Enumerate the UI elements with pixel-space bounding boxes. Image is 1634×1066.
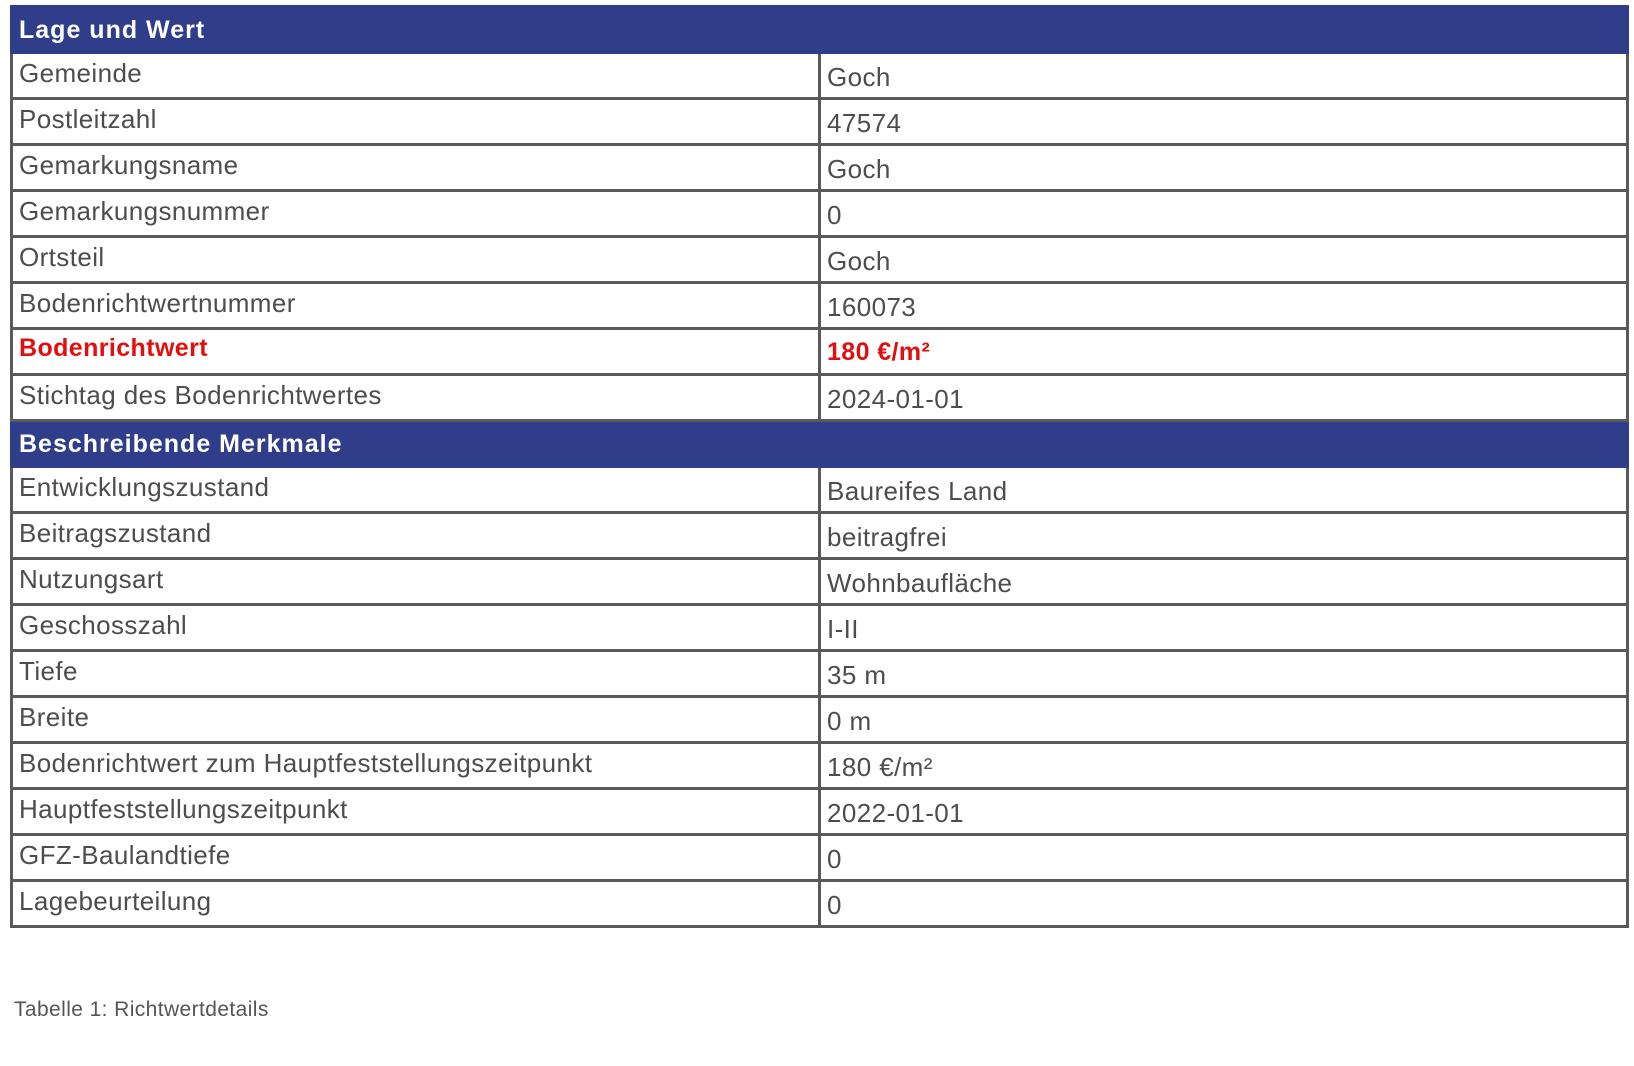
table-row-ortsteil [12,237,1628,283]
table-row-bodenrichtwert-hauptfeststellung [12,743,1628,789]
row-label: Lagebeurteilung [12,881,820,927]
row-label: Ortsteil [12,237,820,283]
row-label: Stichtag des Bodenrichtwertes [12,375,820,421]
row-label: GFZ-Baulandtiefe [12,835,820,881]
row-label: Beitragszustand [12,513,820,559]
row-value: Goch [820,53,1628,99]
row-label-highlight: Bodenrichtwert [12,329,820,375]
row-label: Bodenrichtwertnummer [12,283,820,329]
richtwert-details-table [10,5,1629,928]
row-value: beitragfrei [820,513,1628,559]
row-value: Goch [820,237,1628,283]
row-label: Hauptfeststellungszeitpunkt [12,789,820,835]
table-row-gemarkungsname [12,145,1628,191]
table-row-beitragszustand [12,513,1628,559]
table-row-lagebeurteilung [12,881,1628,927]
row-label: Gemeinde [12,53,820,99]
table-row-nutzungsart [12,559,1628,605]
table-row-bodenrichtwert [12,329,1628,375]
table-row-breite [12,697,1628,743]
row-label: Tiefe [12,651,820,697]
table-caption: Tabelle 1: Richtwertdetails [14,998,269,1021]
details-table-container [10,5,1626,928]
table-row-entwicklungszustand [12,467,1628,513]
row-label: Postleitzahl [12,99,820,145]
row-label: Bodenrichtwert zum Hauptfeststellungszeitpunkt [12,743,820,789]
row-value: 0 [820,881,1628,927]
table-row-stichtag [12,375,1628,421]
row-label: Geschosszahl [12,605,820,651]
section-title: Beschreibende Merkmale [12,421,1628,467]
row-value: 180 €/m² [820,743,1628,789]
row-value: 2022-01-01 [820,789,1628,835]
section-header-beschreibende-merkmale [12,421,1628,467]
table-row-bodenrichtwertnummer [12,283,1628,329]
row-value: 35 m [820,651,1628,697]
section-header-lage-und-wert [12,7,1628,53]
table-row-postleitzahl [12,99,1628,145]
row-value: 2024-01-01 [820,375,1628,421]
row-value: 0 [820,835,1628,881]
section-title: Lage und Wert [12,7,1628,53]
row-value: I-II [820,605,1628,651]
row-value: 47574 [820,99,1628,145]
table-row-gemeinde [12,53,1628,99]
row-label: Entwicklungszustand [12,467,820,513]
row-value: Wohnbaufläche [820,559,1628,605]
row-label: Breite [12,697,820,743]
row-label: Gemarkungsnummer [12,191,820,237]
table-row-gfz-baulandtiefe [12,835,1628,881]
row-value: 0 m [820,697,1628,743]
table-row-geschosszahl [12,605,1628,651]
row-value: Goch [820,145,1628,191]
row-value: Baureifes Land [820,467,1628,513]
table-row-tiefe [12,651,1628,697]
row-value: 0 [820,191,1628,237]
row-value-highlight: 180 €/m² [820,329,1628,375]
row-label: Gemarkungsname [12,145,820,191]
table-row-gemarkungsnummer [12,191,1628,237]
row-value: 160073 [820,283,1628,329]
row-label: Nutzungsart [12,559,820,605]
table-row-hauptfeststellungszeitpunkt [12,789,1628,835]
